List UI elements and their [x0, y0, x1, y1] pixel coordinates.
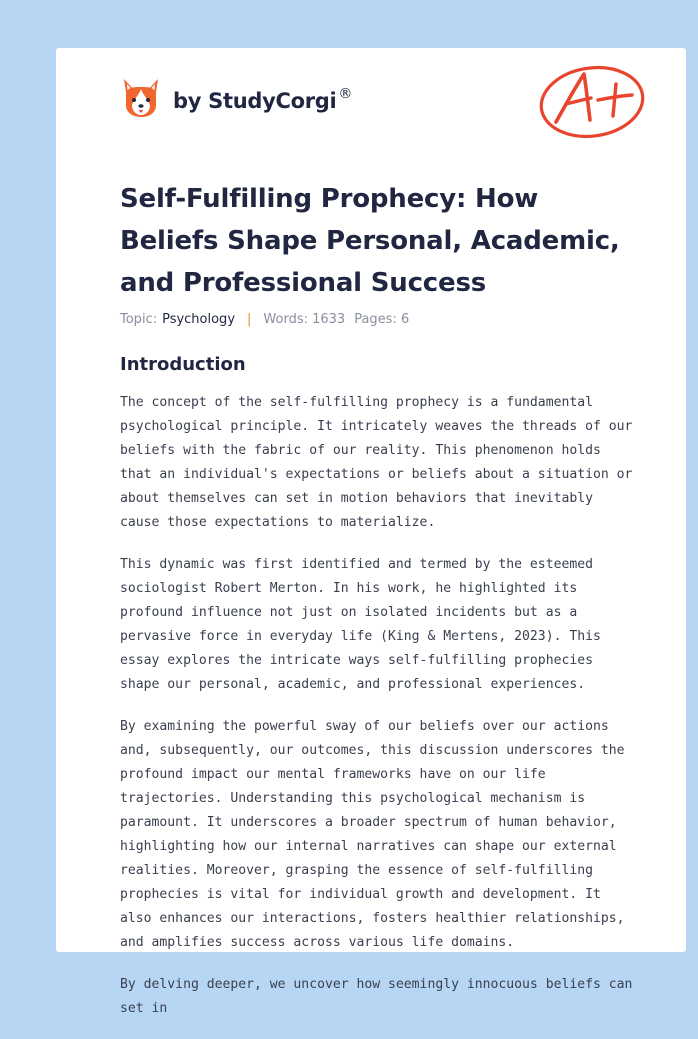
topic-link[interactable]: Psychology [162, 312, 236, 327]
page-count: Pages: 6 [354, 312, 410, 327]
body-paragraph: The concept of the self-fulfilling prophecy is a fundamental psychological principle. It intricately weaves the threads of our beliefs with the fabric of our reality. This phenomenon holds that an individual's expectations or beliefs about a situation or about themselves can set in motion behaviors that inevitably cause those expectations to materialize. [120, 395, 633, 530]
a-plus-grade-icon [536, 60, 648, 140]
word-count: Words: 1633 [263, 312, 346, 327]
section-heading: Introduction [120, 354, 246, 375]
document-page [56, 48, 686, 1016]
body-paragraph: This dynamic was first identified and termed by the esteemed sociologist Robert Merton. In his work, he highlighted its profound influence not just on isolated incidents but as a pervasive force in everyday life (King & Mertens, 2023). This essay explores the intricate ways self-fulfilling prophecies shape our personal, academic, and professional experiences. [120, 557, 601, 692]
meta-separator: | [247, 312, 252, 327]
brand-header[interactable] [121, 75, 352, 121]
corgi-logo-icon [121, 75, 161, 121]
topic-label: Topic: [120, 312, 158, 327]
body-paragraph: By delving deeper, we uncover how seemingly innocuous beliefs can set in [120, 977, 633, 1016]
document-title: Self-Fulfilling Prophecy: How Beliefs Shape Personal, Academic, and Professional Success [120, 184, 620, 298]
body-paragraph: By examining the powerful sway of our beliefs over our actions and, subsequently, our outcomes, this discussion underscores the profound impact our mental frameworks have on our life trajectories. Understanding this psychological mechanism is paramount. It underscores a broader spectrum of human behavior, highlighting how our internal narratives can shape our external realities. Moreover, grasping the essence of self-fulfilling prophecies is vital for individual growth and development. It also enhances our interactions, fosters healthier relationships, and amplifies success across various life domains. [120, 719, 625, 950]
registered-mark: ® [338, 85, 353, 102]
document-meta [120, 312, 409, 327]
document-body [120, 391, 636, 1039]
brand-label: by StudyCorgi [173, 88, 337, 113]
brand-name [173, 85, 353, 113]
